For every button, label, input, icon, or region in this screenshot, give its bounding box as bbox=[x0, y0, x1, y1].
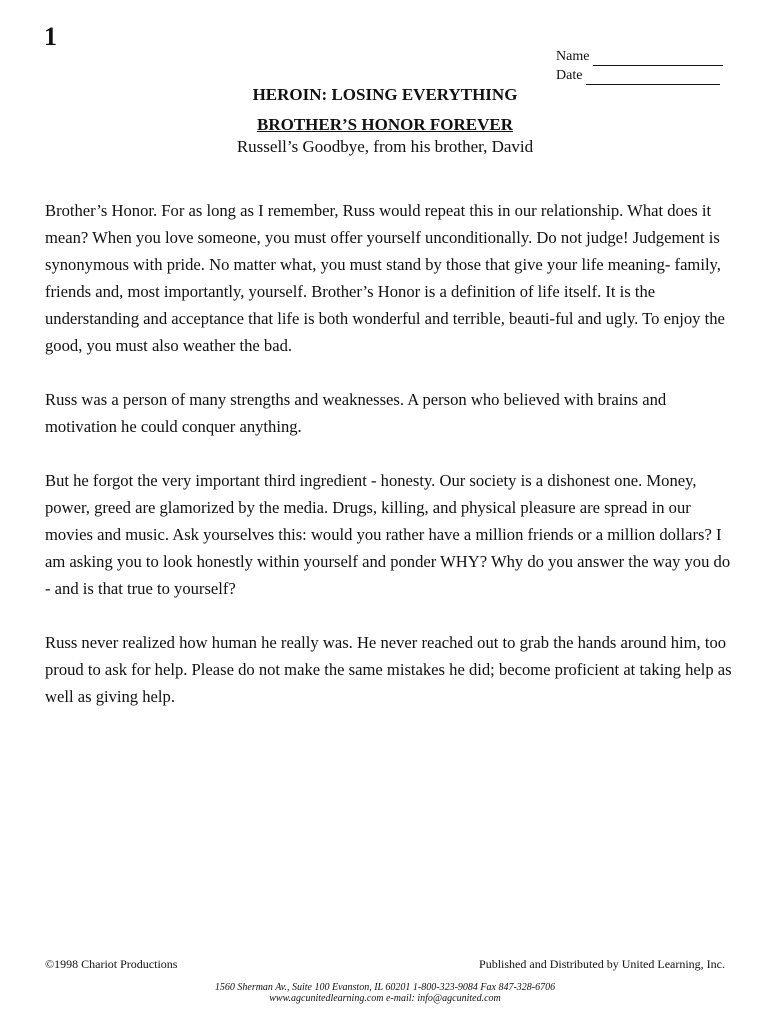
paragraph-2: Russ was a person of many strengths and weaknesses. A person who believed with brains and motivation he could conquer anything. bbox=[45, 390, 667, 436]
address-line-1: 1560 Sherman Av., Suite 100 Evanston, IL 60201 1-800-323-9084 Fax 847-328-6706 bbox=[214, 982, 556, 993]
paragraph-4: Russ never realized how human he really was. He never reached out to grab the hands around him, too proud to ask for help. Please do not make the same mistakes he did; become proficient at taking help as well as giving help. bbox=[45, 633, 732, 706]
paragraph-1: Brother’s Honor. For as long as I remember, Russ would repeat this in our relationship. What does it mean? When you love someone, you must offer yourself unconditionally. Do not judge! Judgement is synonymous with pride. No matter what, you must stand by those that give your life meaning- family, friends and, most importantly, yourself. Brother’s Honor is a definition of life itself. It is the understanding and acceptance that life is both wonderful and terrible, beauti-ful and ugly. To enjoy the good, you must also weather the bad. bbox=[45, 201, 725, 355]
document-subtitle: Russell’s Goodbye, from his brother, David bbox=[236, 137, 534, 156]
address-line-2: www.agcunitedlearning.com e-mail: info@agcunited.com bbox=[269, 993, 501, 1004]
paragraph-3: But he forgot the very important third ingredient - honesty. Our society is a dishonest one. Money, power, greed are glamorized by the media. Drugs, killing, and physical pleasure are spread in our movies and music. Ask yourselves this: would you rather have a million friends or a million dollars? I am asking you to look honestly within yourself and ponder WHY? Why do you answer the way you do - and is that true to yourself? bbox=[45, 471, 731, 598]
page-number: 1 bbox=[44, 22, 57, 51]
name-date-block bbox=[556, 47, 723, 85]
date-label: Date bbox=[556, 68, 583, 83]
footer-copyright: ©1998 Chariot Productions bbox=[45, 957, 178, 971]
document-heading-underlined: BROTHER’S HONOR FOREVER bbox=[257, 115, 513, 134]
date-blank-line[interactable] bbox=[586, 70, 720, 85]
name-label: Name bbox=[556, 49, 590, 64]
name-blank-line[interactable] bbox=[593, 51, 723, 66]
date-field bbox=[556, 66, 723, 85]
footer-publisher: Published and Distributed by United Learning, Inc. bbox=[479, 957, 725, 971]
name-field bbox=[556, 47, 723, 66]
footer-address bbox=[0, 982, 770, 1004]
body-text bbox=[45, 197, 735, 737]
document-title: HEROIN: LOSING EVERYTHING bbox=[252, 85, 518, 104]
